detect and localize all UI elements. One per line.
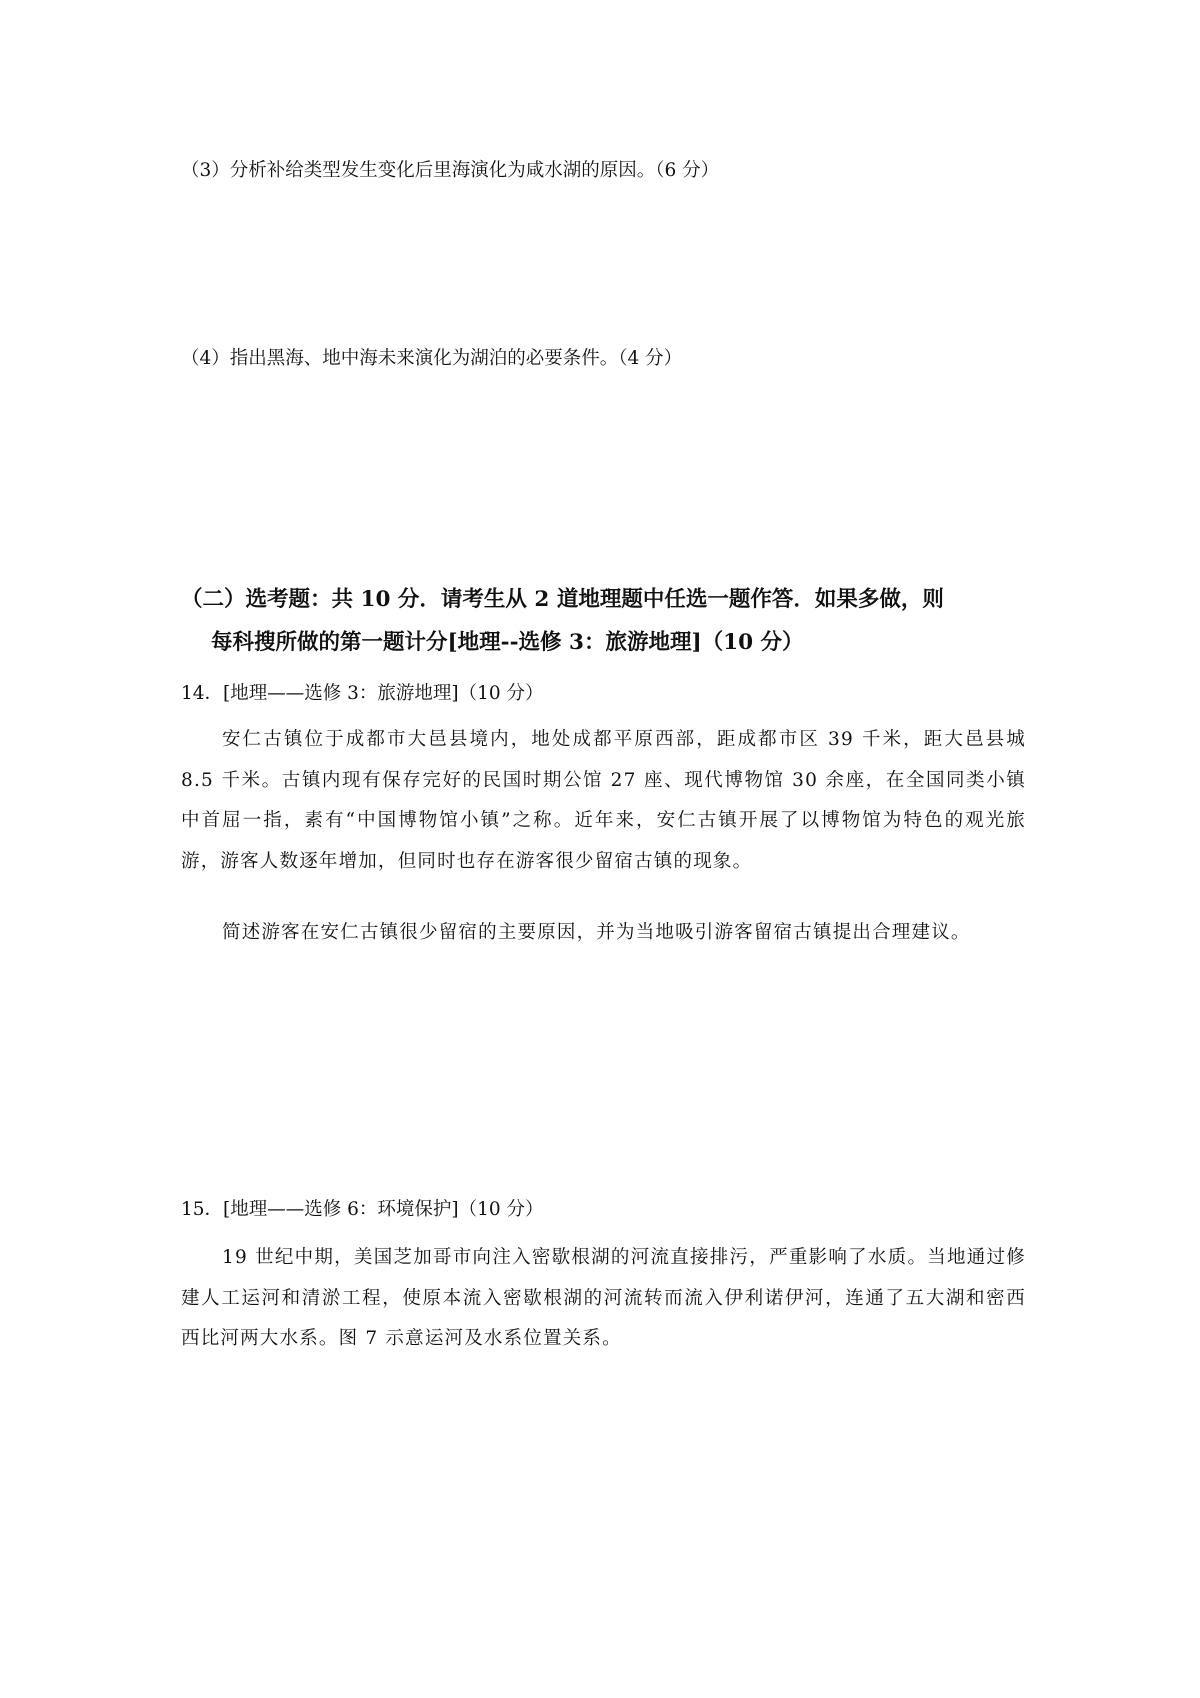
section-title-line-2: 每科搜所做的第一题计分[地理--选修 3：旅游地理]（10 分）: [211, 630, 804, 655]
question-15-header: 15．[地理——选修 6：环境保护]（10 分）: [181, 1199, 544, 1220]
question-15-paragraph: 19 世纪中期，美国芝加哥市向注入密歇根湖的河流直接排污，严重影响了水质。当地通过修建人工运河和清淤工程，使原本流入密歇根湖的河流转而流入伊利诺伊河，连通了五大湖和密西西比河两大水系。图 7 示意运河及水系位置关系。: [181, 1247, 1026, 1349]
elective-section-title: [181, 578, 1031, 664]
question-14-header: 14．[地理——选修 3：旅游地理]（10 分）: [181, 683, 544, 704]
question-3-text: （3）分析补给类型发生变化后里海演化为咸水湖的原因。（6 分）: [181, 160, 720, 181]
question-14-prompt: 简述游客在安仁古镇很少留宿的主要原因，并为当地吸引游客留宿古镇提出合理建议。: [222, 922, 971, 943]
question-4-text: （4）指出黑海、地中海未来演化为湖泊的必要条件。（4 分）: [181, 348, 683, 369]
question-14-paragraph: 安仁古镇位于成都市大邑县境内，地处成都平原西部，距成都市区 39 千米，距大邑县城 8.5 千米。古镇内现有保存完好的民国时期公馆 27 座、现代博物馆 30 余座，在全国同类小镇中首屈一指，素有“中国博物馆小镇”之称。近年来，安仁古镇开展了以博物馆为特色的观光旅游，游客人数逐年增加，但同时也存在游客很少留宿古镇的现象。: [181, 729, 1026, 872]
section-title-line-1: （二）选考题：共 10 分．请考生从 2 道地理题中任选一题作答．如果多做，则: [181, 587, 944, 612]
